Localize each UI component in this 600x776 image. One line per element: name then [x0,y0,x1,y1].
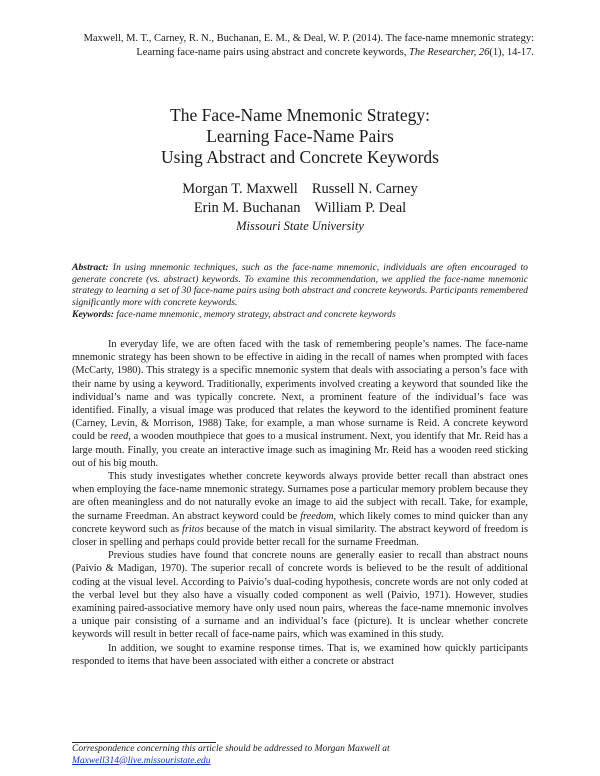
body-paragraph-2: This study investigates whether concrete keywords always provide better recall than abstract ones when employing the face-name mnemonic strategy. Surnames pose a particular memory problem because they are often meaningless and do not naturally evoke an image to aid the subject with recall. Take, for example, the surname Freedman. An abstract keyword could be freedom, which likely comes to mind quicker than any concrete keyword such as fritos because of the match in visual similarity. The abstract keyword of freedom is closer in spelling and perhaps could provide better recall for the surname Freedman. [72,471,528,549]
title-line-3: Using Abstract and Concrete Keywords [161,147,439,167]
title-line-2: Learning Face-Name Pairs [206,126,394,146]
abstract-section [72,262,528,321]
body-paragraph-3: Previous studies have found that concrete nouns are generally easier to recall than abstract nouns (Paivio & Madigan, 1970). The superior recall of concrete words is believed to be the result of additional coding at the visual level. According to Paivio’s dual-coding hypothesis, concrete words are not only coded at the verbal level but they also have a visually coded component as well (Paivio, 1971). However, studies examining paired-associative memory have only used noun pairs, whereas the face-name mnemonic involves a unique pair consisting of a surname and an individual’s face (picture). It is unclear whether concrete keywords will result in better recall of face-name pairs, which was examined in this study. [72,550,528,641]
body-paragraph-1: In everyday life, we are often faced with the task of remembering people’s names. The face-name mnemonic strategy has been shown to be effective in aiding in the recall of names when prompted with faces (McCarty, 1980). This strategy is a specific mnemonic system that deals with associating a person’s face with their name by using a keyword. Traditionally, experiments involved creating a keyword that sounded like the individual’s name and was typically concrete. Next, a prominent feature of the individual’s face was identified. Finally, a visual image was produced that relates the keyword to the identified prominent feature (Carney, Levin, & Morrison, 1988) Take, for example, a man whose surname is Reid. A concrete keyword could be reed, a wooden mouthpiece that goes to a musical instrument. Next, you identify that Mr. Reid has a large mouth. Finally, you create an interactive image such as imagining Mr. Reid has a wooden reed sticking out of his big mouth. [72,339,529,469]
paper-title [0,105,600,168]
author-name: William P. Deal [314,200,407,216]
keywords-label: Keywords: [72,308,114,320]
author-name: Morgan T. Maxwell [182,181,298,197]
body-text [72,338,528,668]
author-name: Erin M. Buchanan [193,200,301,216]
affiliation: Missouri State University [236,219,364,233]
example-keyword-reed: reed [110,431,129,443]
author-name: Russell N. Carney [311,181,418,197]
author-block [0,180,600,234]
body-paragraph-4: In addition, we sought to examine response times. That is, we examined how quickly participants responded to items that have been associated with either a concrete or abstract [72,642,528,667]
footnote-divider [72,742,216,743]
footnote-text: Correspondence concerning this article should be addressed to Morgan Maxwell at [72,744,390,754]
citation-journal: The Researcher, 26 [408,47,490,58]
example-keyword-fritos: fritos [181,523,204,535]
author-row-1 [0,180,600,199]
citation-issue-pages: (1), 14-17. [489,47,534,58]
keywords-text: face-name mnemonic, memory strategy, abstract and concrete keywords [116,308,396,320]
citation-text: Maxwell, M. T., Carney, R. N., Buchanan, E. M., & Deal, W. P. (2014). The face-name mnemonic strategy: Learning face-name pairs using abstract and concrete keywords, [83,33,534,58]
keywords-paragraph [72,309,528,321]
author-row-2 [0,199,600,218]
citation-header [64,32,534,60]
example-keyword-freedom: freedom [300,510,334,522]
abstract-label: Abstract: [72,262,109,273]
title-line-1: The Face-Name Mnemonic Strategy: [170,105,430,125]
abstract-text: In using mnemonic techniques, such as the face-name mnemonic, individuals are often encouraged to generate concrete (vs. abstract) keywords. To examine this recommendation, we applied the face-name mnemonic strategy to learning a set of 30 face-name pairs using both abstract and concrete keywords. Participants remembered significantly more with concrete keywords. [72,262,529,309]
correspondence-footnote [72,744,532,767]
email-link[interactable]: Maxwell314@live.missouristate.edu [72,755,211,766]
abstract-paragraph [72,262,528,309]
